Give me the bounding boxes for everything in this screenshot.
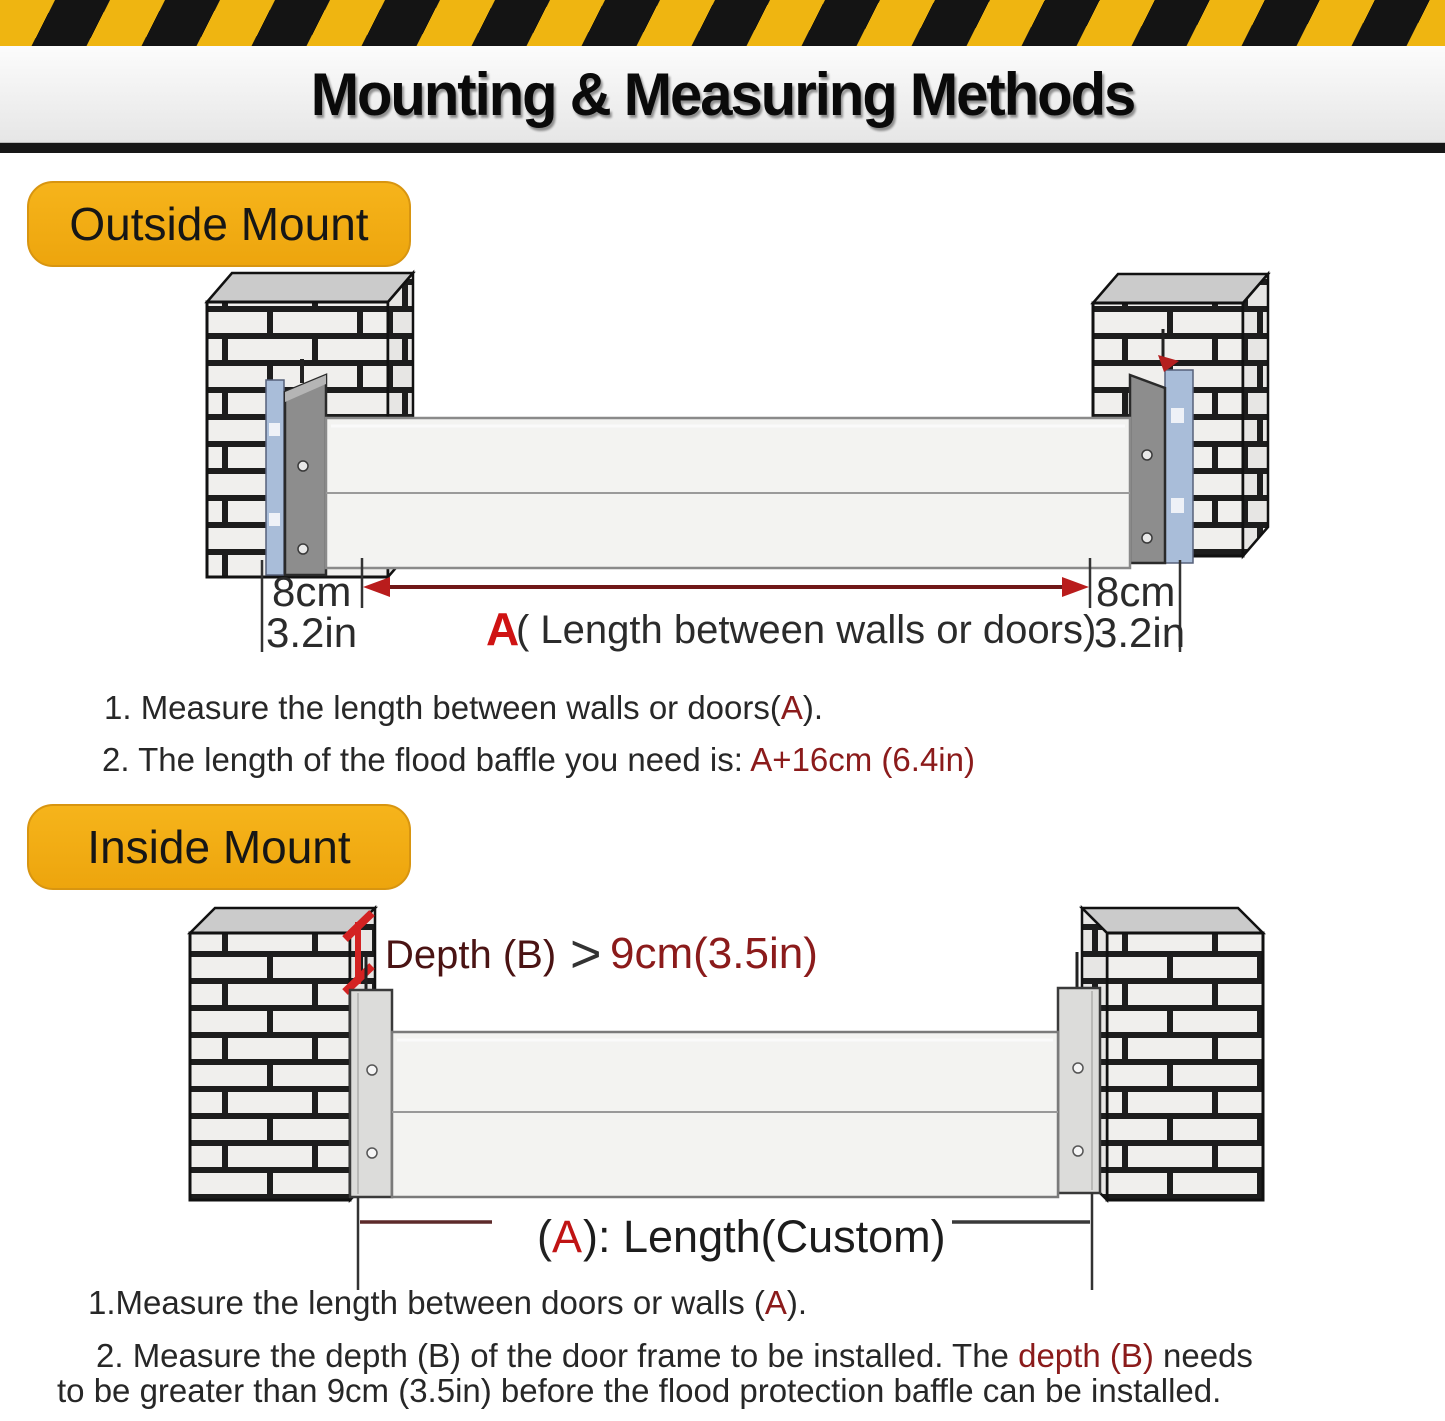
length-label-a: A: [552, 1211, 583, 1262]
right-offset-in: 3.2in: [1094, 609, 1186, 656]
title-band: [0, 46, 1445, 143]
right-offset-cm: 8cm: [1096, 568, 1176, 615]
hazard-stripe-banner: [0, 0, 1445, 46]
header-divider: [0, 143, 1445, 153]
depth-value: 9cm(3.5in): [610, 929, 818, 978]
outside-step-2-em: A+16cm (6.4in): [750, 741, 975, 778]
span-label-a: A: [486, 603, 520, 655]
right-mount-channel: [1058, 988, 1100, 1193]
left-offset-cm: 8cm: [272, 568, 352, 615]
inside-mount-label-text: Inside Mount: [87, 821, 351, 873]
arrowhead-right-icon: [1062, 577, 1089, 597]
outside-step-2: [102, 741, 975, 779]
greater-than-sign: >: [570, 924, 602, 984]
arrowhead-left-icon: [363, 577, 390, 597]
right-brick-pillar: [1082, 908, 1263, 1200]
outside-step-1-em: A: [780, 689, 803, 726]
page-title: Mounting & Measuring Methods: [310, 60, 1135, 128]
inside-mount-label: [27, 804, 411, 890]
outside-step-1-end: ).: [802, 689, 824, 726]
left-offset-in: 3.2in: [266, 609, 358, 656]
outside-step-1: [104, 689, 823, 727]
depth-label: [385, 924, 818, 984]
depth-label-text: Depth (B): [385, 933, 557, 977]
outside-mount-diagram: [0, 255, 1445, 675]
flood-barrier: [326, 418, 1130, 568]
inside-mount-diagram: [0, 900, 1445, 1300]
inside-step-2-line2: [57, 1372, 1221, 1410]
span-label-text: ( Length between walls or doors): [516, 608, 1097, 652]
width-measurement: [262, 558, 1185, 656]
outside-step-1-text: 1. Measure the length between walls or doors(: [104, 689, 781, 726]
left-brick-pillar: [190, 908, 375, 1200]
inside-step-1-end: ).: [786, 1284, 808, 1321]
inside-step-2-em: depth (B): [1018, 1337, 1154, 1374]
inside-step-2-line2-text: to be greater than 9cm (3.5in) before the flood protection baffle can be installed.: [57, 1372, 1222, 1409]
inside-step-2: [96, 1337, 1253, 1375]
inside-step-1-em: A: [764, 1284, 787, 1321]
left-mount-rail: [266, 380, 284, 575]
inside-step-2-end: needs: [1153, 1337, 1253, 1374]
left-mount-channel: [350, 990, 392, 1197]
inside-step-1-text: 1.Measure the length between doors or walls (: [88, 1284, 765, 1321]
inside-step-1: [88, 1284, 807, 1322]
length-label-text: ): Length(Custom): [583, 1211, 946, 1262]
right-mount-rail: [1165, 370, 1193, 563]
outside-mount-label-text: Outside Mount: [69, 198, 369, 250]
outside-step-2-text: 2. The length of the flood baffle you need is:: [102, 741, 751, 778]
length-measurement: [358, 1193, 1092, 1290]
length-label-open: (: [537, 1211, 552, 1262]
flood-barrier: [392, 1032, 1058, 1197]
inside-step-2-text: 2. Measure the depth (B) of the door frame to be installed. The: [96, 1337, 1019, 1374]
